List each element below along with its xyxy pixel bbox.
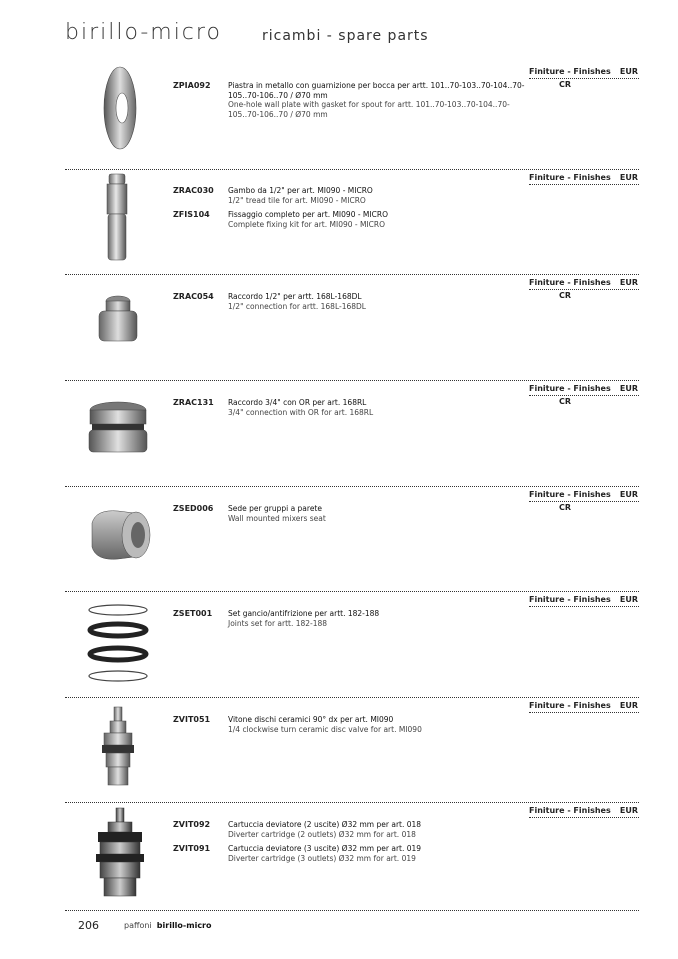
- finishes-label: Finiture - Finishes: [529, 701, 611, 710]
- finishes-label: Finiture - Finishes: [529, 806, 611, 815]
- finishes-label: Finiture - Finishes: [529, 384, 611, 393]
- footer-brand: [124, 921, 212, 930]
- eur-label: EUR: [619, 595, 638, 604]
- eur-label: EUR: [619, 67, 638, 76]
- part-desc-en: Diverter cartridge (3 outlets) Ø32 mm for art. 019: [228, 853, 416, 863]
- part-desc-it: Piastra in metallo con guarnizione per bocca per artt. 101..70-103..70-104..70-105..70-106..70 / Ø70 mm: [228, 81, 525, 100]
- eur-label: EUR: [619, 278, 638, 287]
- page-number: 206: [78, 919, 99, 932]
- footer-brand-bold: birillo-micro: [156, 921, 212, 930]
- part-desc-en: 1/2" tread tile for art. MI090 - MICRO: [228, 195, 366, 205]
- connector-or-image: [84, 400, 152, 460]
- part-desc-it: Gambo da 1/2" per art. MI090 - MICRO: [228, 186, 373, 195]
- finish-cr: CR: [559, 503, 572, 512]
- part-desc-en: Joints set for artt. 182-188: [228, 618, 328, 628]
- finish-cr: CR: [559, 80, 572, 89]
- part-desc-en: 3/4" connection with OR for art. 168RL: [228, 407, 374, 417]
- part-code: ZSET001: [173, 609, 213, 618]
- finishes-label: Finiture - Finishes: [529, 173, 611, 182]
- part-desc-en: One-hole wall plate with gasket for spout for artt. 101..70-103..70-104..70-105..70-106..70 / Ø70 mm: [228, 100, 510, 119]
- eur-label: EUR: [619, 701, 638, 710]
- part-code: ZSED006: [173, 504, 214, 513]
- finish-cr: CR: [559, 291, 572, 300]
- finishes-label: Finiture - Finishes: [529, 278, 611, 287]
- part-desc-en: Diverter cartridge (2 outlets) Ø32 mm for art. 018: [228, 829, 416, 839]
- part-desc-it: Cartuccia deviatore (2 uscite) Ø32 mm per art. 018: [228, 820, 422, 829]
- part-code: ZRAC054: [173, 292, 214, 301]
- diverter-cartridge-image: [90, 806, 150, 900]
- page-subtitle: ricambi - spare parts: [262, 28, 429, 44]
- part-desc-it: Raccordo 3/4" con OR per art. 168RL: [228, 398, 367, 407]
- connector-image: [96, 293, 140, 345]
- part-desc-it: Sede per gruppi a parete: [228, 504, 322, 513]
- part-code: ZFIS104: [173, 210, 210, 219]
- part-desc-it: Vitone dischi ceramici 90° dx per art. MI090: [228, 715, 394, 724]
- part-code: ZVIT092: [173, 820, 211, 829]
- joints-set-image: [86, 600, 152, 686]
- finishes-label: Finiture - Finishes: [529, 67, 611, 76]
- eur-label: EUR: [619, 490, 638, 499]
- stem-image: [102, 172, 132, 264]
- finishes-label: Finiture - Finishes: [529, 595, 611, 604]
- eur-label: EUR: [619, 173, 638, 182]
- eur-label: EUR: [619, 384, 638, 393]
- part-desc-it: Raccordo 1/2" per artt. 168L-168DL: [228, 292, 362, 301]
- part-code: ZRAC030: [173, 186, 214, 195]
- ceramic-valve-image: [96, 705, 140, 789]
- part-code: ZVIT091: [173, 844, 211, 853]
- part-desc-en: 1/4 clockwise turn ceramic disc valve for art. MI090: [228, 724, 422, 734]
- wall-plate-image: [95, 65, 145, 155]
- part-code: ZVIT051: [173, 715, 211, 724]
- page-title: birillo-micro: [65, 20, 222, 45]
- eur-label: EUR: [619, 806, 638, 815]
- part-desc-en: 1/2" connection for artt. 168L-168DL: [228, 301, 366, 311]
- part-desc-it: Cartuccia deviatore (3 uscite) Ø32 mm per art. 019: [228, 844, 422, 853]
- part-desc-it: Fissaggio completo per art. MI090 - MICRO: [228, 210, 388, 219]
- part-desc-en: Wall mounted mixers seat: [228, 513, 326, 523]
- footer-brand-small: paffoni: [124, 921, 152, 930]
- part-code: ZPIA092: [173, 81, 211, 90]
- seat-image: [88, 505, 154, 565]
- part-desc-en: Complete fixing kit for art. MI090 - MICRO: [228, 219, 386, 229]
- part-code: ZRAC131: [173, 398, 214, 407]
- finish-cr: CR: [559, 397, 572, 406]
- finishes-label: Finiture - Finishes: [529, 490, 611, 499]
- part-desc-it: Set gancio/antifrizione per artt. 182-188: [228, 609, 380, 618]
